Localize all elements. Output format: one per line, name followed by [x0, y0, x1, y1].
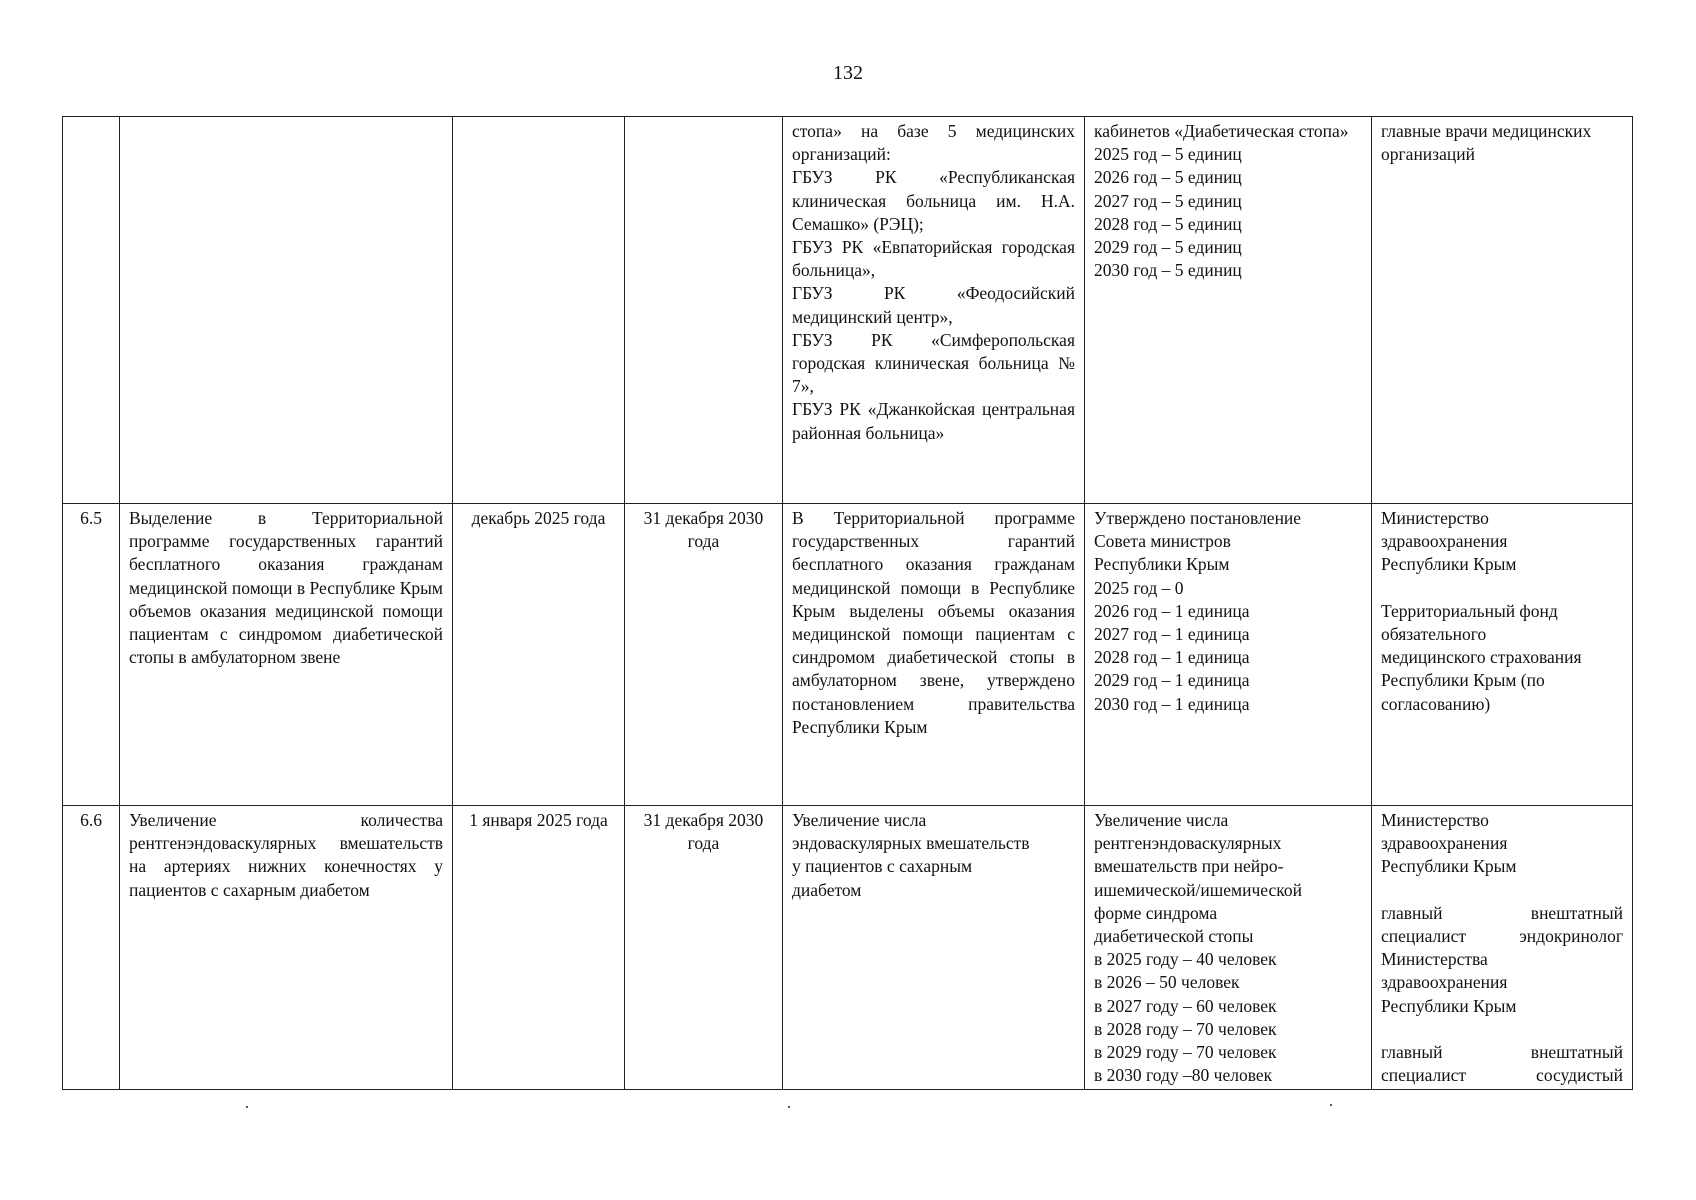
measure-cell: Выделение в Территориальной программе государственных гарантий бесплатного оказания гражданам медицинской помощи в Республике Крым объемов оказания медицинской помощи пациентам с синдромом диабетической стопы в амбулаторном звене: [120, 504, 453, 806]
responsible-cell-line: Республики Крым: [1381, 554, 1517, 575]
plan-table: [62, 116, 1633, 1090]
start-date-cell: [453, 117, 625, 504]
indicator-cell-line: 2025 год – 0: [1094, 577, 1184, 598]
indicator-cell-line: в 2027 году – 60 человек: [1094, 995, 1277, 1016]
responsible-cell-line: обязательного: [1381, 624, 1487, 644]
result-cell-line: Увеличение числа: [792, 810, 927, 830]
responsible-cell: [1372, 117, 1633, 504]
indicator-cell-line: в 2025 году – 40 человек: [1094, 949, 1277, 970]
responsible-cell-line: главный внештатный специалист эндокринолог: [1381, 902, 1623, 946]
scan-dot: [788, 1106, 790, 1108]
result-cell-line: стопа» на базе 5 медицинских организаций:: [792, 121, 1075, 165]
start-date-cell: декабрь 2025 года: [453, 504, 625, 806]
result-cell-line: ГБУЗ РК «Республиканская клиническая больница им. Н.А. Семашко» (РЭЦ);: [792, 167, 1075, 234]
responsible-cell-line: медицинского страхования: [1381, 647, 1582, 668]
item-number: [63, 117, 120, 504]
indicator-cell: [1085, 117, 1372, 504]
responsible-cell-line: главные врачи медицинских организаций: [1381, 121, 1592, 165]
result-cell-line: у пациентов с сахарным: [792, 856, 973, 877]
indicator-cell-line: 2028 год – 5 единиц: [1094, 213, 1242, 234]
responsible-cell-line: Министерство: [1381, 810, 1489, 830]
indicator-cell-line: в 2029 году – 70 человек: [1094, 1042, 1277, 1063]
scan-dot: [246, 1106, 248, 1108]
measure-cell: [120, 117, 453, 504]
responsible-cell-line: [1381, 879, 1623, 902]
responsible-cell-line: [1381, 1018, 1623, 1041]
responsible-cell-line: Республики Крым: [1381, 856, 1517, 877]
end-date-cell: [625, 117, 783, 504]
indicator-cell-line: вмешательств при нейро-: [1094, 856, 1284, 877]
indicator-cell-line: 2026 год – 5 единиц: [1094, 167, 1242, 188]
indicator-cell-line: рентгенэндоваскулярных: [1094, 833, 1282, 854]
indicator-cell-line: 2029 год – 5 единиц: [1094, 237, 1242, 258]
responsible-cell-line: [1381, 577, 1623, 600]
indicator-cell-line: кабинетов «Диабетическая стопа»: [1094, 121, 1349, 141]
result-cell: [783, 117, 1085, 504]
result-cell-line: В Территориальной программе государственных гарантий бесплатного оказания гражданам медицинской помощи в Республике Крым выделены объемы оказания медицинской помощи пациентам с синдромом диабетической стопы в амбулаторном звене, утверждено постановлением правительства Республики Крым: [792, 508, 1075, 737]
responsible-cell-line: здравоохранения: [1381, 531, 1508, 552]
responsible-cell: [1372, 504, 1633, 806]
indicator-cell-line: 2027 год – 1 единица: [1094, 624, 1250, 645]
result-cell: [783, 806, 1085, 1090]
result-cell-line: эндоваскулярных вмешательств: [792, 833, 1030, 854]
end-date-cell: 31 декабря 2030 года: [625, 806, 783, 1090]
responsible-cell-line: Министерства: [1381, 949, 1488, 970]
responsible-cell-line: Республики Крым (по: [1381, 670, 1545, 691]
result-cell-line: диабетом: [792, 879, 862, 900]
indicator-cell-line: 2025 год – 5 единиц: [1094, 144, 1242, 165]
indicator-cell-line: 2026 год – 1 единица: [1094, 600, 1250, 621]
indicator-cell-line: в 2026 – 50 человек: [1094, 972, 1240, 993]
indicator-cell-line: Утверждено постановление: [1094, 508, 1302, 528]
measure-cell: Увеличение количества рентгенэндоваскулярных вмешательств на артериях нижних конечностях у пациентов с сахарным диабетом: [120, 806, 453, 1090]
responsible-cell-line: Министерство: [1381, 508, 1489, 528]
indicator-cell-line: в 2030 году –80 человек: [1094, 1065, 1273, 1086]
indicator-cell-line: 2029 год – 1 единица: [1094, 670, 1250, 691]
result-cell-line: ГБУЗ РК «Евпаторийская городская больница»,: [792, 237, 1075, 281]
table-row: [63, 504, 1633, 806]
responsible-cell-line: здравоохранения: [1381, 972, 1508, 993]
start-date-cell: 1 января 2025 года: [453, 806, 625, 1090]
table-row: [63, 806, 1633, 1090]
indicator-cell-line: диабетической стопы: [1094, 926, 1254, 947]
indicator-cell-line: в 2028 году – 70 человек: [1094, 1018, 1277, 1039]
result-cell: [783, 504, 1085, 806]
indicator-cell-line: 2030 год – 5 единиц: [1094, 260, 1242, 281]
item-number: 6.6: [63, 806, 120, 1090]
indicator-cell-line: форме синдрома: [1094, 902, 1218, 923]
result-cell-line: ГБУЗ РК «Симферопольская городская клиническая больница № 7»,: [792, 329, 1075, 397]
indicator-cell-line: ишемической/ишемической: [1094, 879, 1302, 900]
indicator-cell: [1085, 504, 1372, 806]
indicator-cell-line: Республики Крым: [1094, 554, 1230, 575]
result-cell-line: ГБУЗ РК «Джанкойская центральная районная больница»: [792, 399, 1075, 443]
responsible-cell: [1372, 806, 1633, 1090]
responsible-cell-line: главный внештатный специалист сосудистый: [1381, 1042, 1623, 1086]
responsible-cell-line: Республики Крым: [1381, 995, 1517, 1016]
indicator-cell-line: Совета министров: [1094, 531, 1231, 552]
indicator-cell: [1085, 806, 1372, 1090]
scan-dot: [1330, 1104, 1332, 1106]
page-number: 132: [833, 62, 863, 84]
end-date-cell: 31 декабря 2030 года: [625, 504, 783, 806]
table-row: [63, 117, 1633, 504]
indicator-cell-line: 2028 год – 1 единица: [1094, 647, 1250, 668]
responsible-cell-line: согласованию): [1381, 693, 1491, 714]
responsible-cell-line: здравоохранения: [1381, 833, 1508, 854]
item-number: 6.5: [63, 504, 120, 806]
responsible-cell-line: Территориальный фонд: [1381, 600, 1558, 621]
indicator-cell-line: 2027 год – 5 единиц: [1094, 190, 1242, 211]
result-cell-line: ГБУЗ РК «Феодосийский медицинский центр»,: [792, 283, 1075, 327]
indicator-cell-line: Увеличение числа: [1094, 810, 1229, 830]
indicator-cell-line: 2030 год – 1 единица: [1094, 693, 1250, 714]
